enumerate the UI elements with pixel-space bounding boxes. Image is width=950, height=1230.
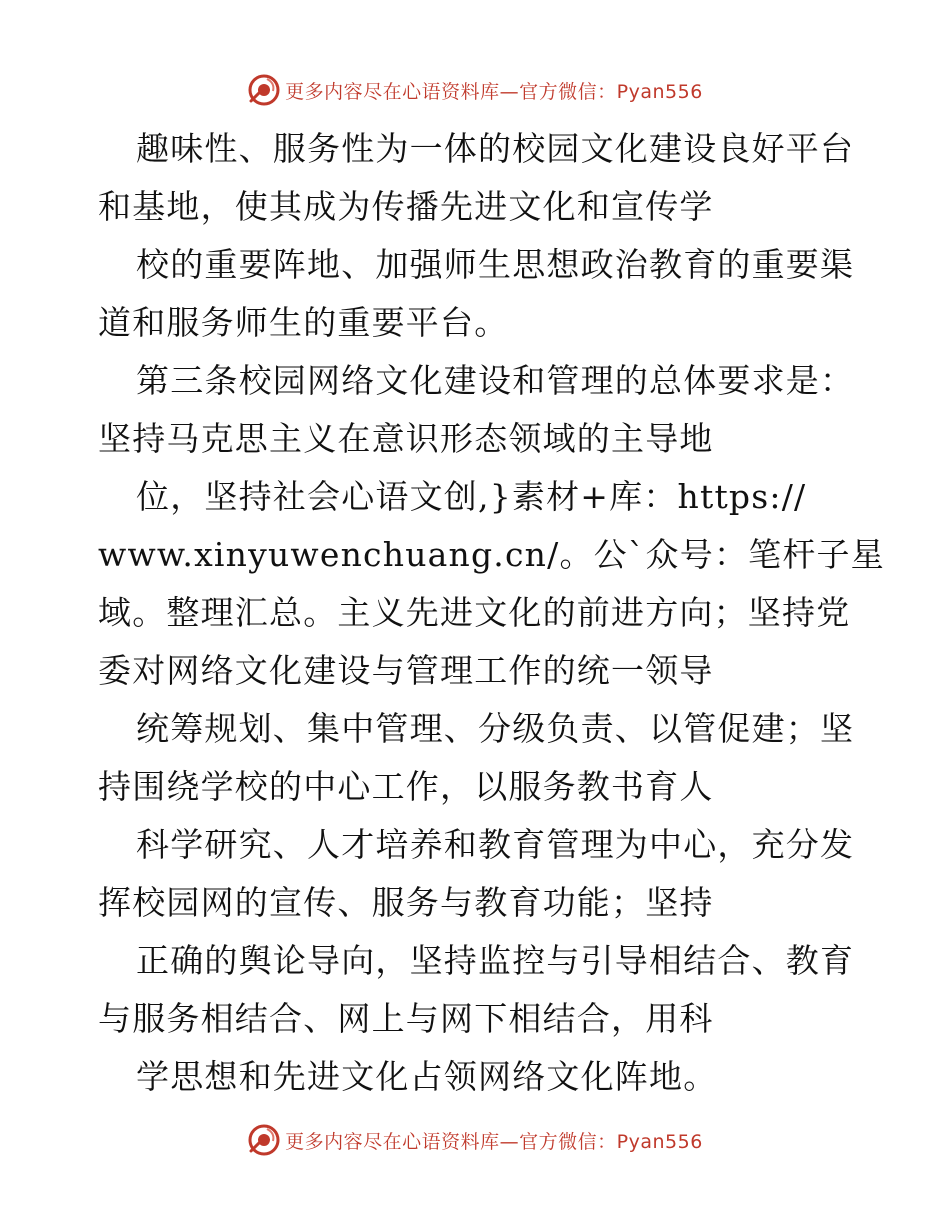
text-line: 持围绕学校的中心工作，以服务教书育人	[98, 767, 714, 806]
text-line: 校的重要阵地、加强师生思想政治教育的重要渠	[136, 245, 855, 284]
footer-banner-text: 更多内容尽在心语资料库—官方微信：Pyan556	[285, 1130, 703, 1153]
text-line: 和基地，使其成为传播先进文化和宣传学	[98, 187, 714, 226]
header-banner-text: 更多内容尽在心语资料库—官方微信：Pyan556	[285, 80, 703, 103]
text-line: 统筹规划、集中管理、分级负责、以管促建；坚	[136, 709, 855, 748]
text-line: www.xinyuwenchuang.cn/。公`众号：笔杆子星	[98, 535, 885, 574]
text-line: 第三条校园网络文化建设和管理的总体要求是：	[136, 361, 855, 400]
brand-logo-icon	[247, 1123, 281, 1157]
text-line: 趣味性、服务性为一体的校园文化建设良好平台	[136, 129, 855, 168]
text-line: 道和服务师生的重要平台。	[98, 303, 509, 342]
document-body	[98, 120, 885, 1106]
text-line: 科学研究、人才培养和教育管理为中心，充分发	[136, 825, 855, 864]
text-line: 与服务相结合、网上与网下相结合，用科	[98, 999, 714, 1038]
header-banner	[0, 70, 950, 110]
text-line: 委对网络文化建设与管理工作的统一领导	[98, 651, 714, 690]
text-line: 坚持马克思主义在意识形态领域的主导地	[98, 419, 714, 458]
footer-banner	[0, 1120, 950, 1160]
text-line: 位，坚持社会心语文创,}素材+库：https://	[136, 477, 807, 516]
brand-logo-icon	[247, 73, 281, 107]
text-line: 域。整理汇总。主义先进文化的前进方向；坚持党	[98, 593, 851, 632]
text-line: 挥校园网的宣传、服务与教育功能；坚持	[98, 883, 714, 922]
text-line: 学思想和先进文化占领网络文化阵地。	[136, 1057, 718, 1096]
text-line: 正确的舆论导向，坚持监控与引导相结合、教育	[136, 941, 855, 980]
